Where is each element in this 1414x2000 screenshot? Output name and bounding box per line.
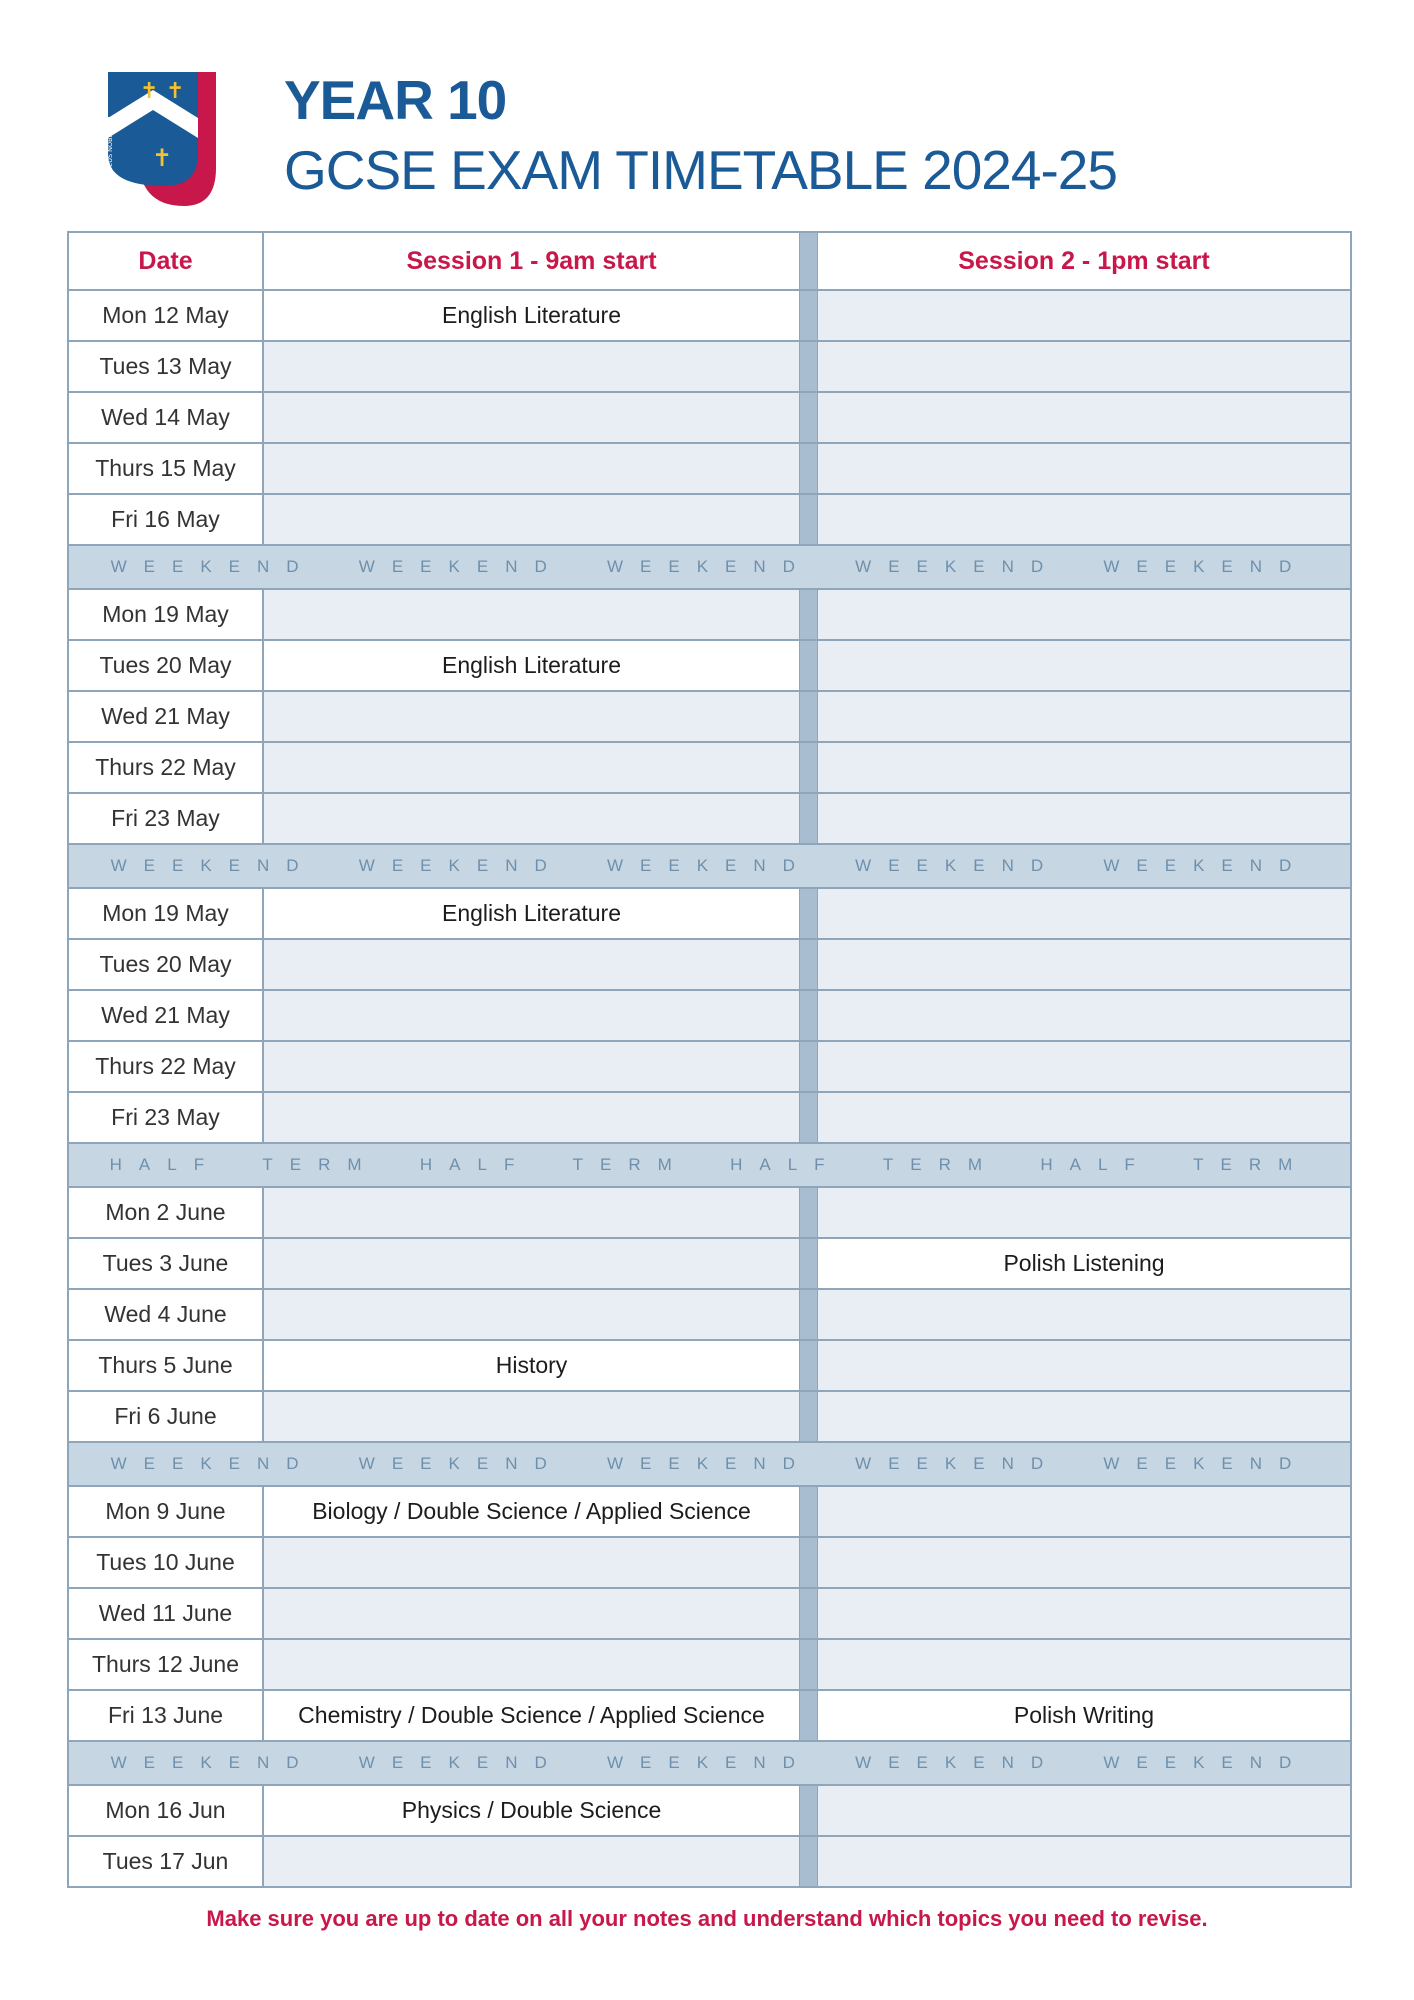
session1-cell: English Literature (264, 291, 799, 340)
date-cell: Thurs 15 May (69, 444, 264, 493)
exam-timetable (67, 231, 1352, 1888)
session2-cell (818, 1837, 1350, 1886)
page-header (0, 0, 1414, 232)
session2-cell (818, 1341, 1350, 1390)
column-divider (799, 1538, 818, 1587)
session2-cell (818, 1589, 1350, 1638)
session2-cell (818, 940, 1350, 989)
column-divider (799, 743, 818, 792)
session1-cell: English Literature (264, 641, 799, 690)
session1-cell (264, 495, 799, 544)
table-row (69, 1040, 1350, 1091)
session2-cell (818, 794, 1350, 843)
column-divider (799, 342, 818, 391)
column-header-session1: Session 1 - 9am start (264, 233, 799, 289)
date-cell: Mon 19 May (69, 889, 264, 938)
column-divider (799, 1188, 818, 1237)
banner-label: WEEKEND (110, 1753, 316, 1772)
banner-label: WEEKEND (358, 856, 564, 875)
table-row (69, 1186, 1350, 1237)
svg-text:✝: ✝ (140, 79, 159, 104)
date-cell: Thurs 12 June (69, 1640, 264, 1689)
table-row (69, 1390, 1350, 1441)
session1-cell (264, 393, 799, 442)
banner-label: WEEKEND (855, 557, 1061, 576)
column-divider (799, 393, 818, 442)
session2-cell (818, 1188, 1350, 1237)
table-row (69, 340, 1350, 391)
date-cell: Wed 21 May (69, 991, 264, 1040)
date-cell: Tues 10 June (69, 1538, 264, 1587)
banner-label: HALF (109, 1155, 222, 1174)
session2-cell (818, 1538, 1350, 1587)
column-divider (799, 291, 818, 340)
session1-cell (264, 794, 799, 843)
banner-label: HALF (730, 1155, 842, 1174)
table-row (69, 1638, 1350, 1689)
date-cell: Tues 3 June (69, 1239, 264, 1288)
column-divider (799, 233, 818, 289)
session1-cell (264, 743, 799, 792)
date-cell: Mon 16 Jun (69, 1786, 264, 1835)
column-header-session2: Session 2 - 1pm start (818, 233, 1350, 289)
banner-label: WEEKEND (1103, 557, 1309, 576)
date-cell: Mon 12 May (69, 291, 264, 340)
session2-cell (818, 1786, 1350, 1835)
banner-label: WEEKEND (358, 1753, 564, 1772)
table-row (69, 588, 1350, 639)
session2-cell (818, 444, 1350, 493)
table-row (69, 391, 1350, 442)
date-cell: Mon 2 June (69, 1188, 264, 1237)
date-cell: Wed 14 May (69, 393, 264, 442)
column-divider (799, 889, 818, 938)
revision-note: Make sure you are up to date on all your notes and understand which topics you need to revise. (206, 1906, 1208, 1931)
banner-label: WEEKEND (110, 1454, 316, 1473)
date-cell: Mon 9 June (69, 1487, 264, 1536)
session2-cell (818, 692, 1350, 741)
half-term-banner (69, 1142, 1350, 1186)
column-divider (799, 1042, 818, 1091)
session1-cell (264, 991, 799, 1040)
column-divider (799, 1392, 818, 1441)
table-row (69, 1835, 1350, 1886)
date-cell: Tues 13 May (69, 342, 264, 391)
column-divider (799, 590, 818, 639)
session2-cell (818, 393, 1350, 442)
banner-label: TERM (262, 1155, 379, 1174)
date-cell: Thurs 22 May (69, 1042, 264, 1091)
banner-label: TERM (882, 1155, 1000, 1174)
date-cell: Fri 23 May (69, 794, 264, 843)
date-cell: Wed 4 June (69, 1290, 264, 1339)
session1-cell (264, 1538, 799, 1587)
date-cell: Thurs 5 June (69, 1341, 264, 1390)
table-row (69, 289, 1350, 340)
column-divider (799, 1589, 818, 1638)
school-crest-logo (104, 68, 220, 210)
table-header-row (69, 233, 1350, 289)
session2-cell (818, 889, 1350, 938)
session1-cell (264, 1392, 799, 1441)
date-cell: Fri 13 June (69, 1691, 264, 1740)
session2-cell (818, 641, 1350, 690)
date-cell: Wed 11 June (69, 1589, 264, 1638)
table-row (69, 442, 1350, 493)
weekend-banner (69, 544, 1350, 588)
column-divider (799, 1691, 818, 1740)
svg-text:✝: ✝ (152, 144, 173, 172)
session2-cell: Polish Writing (818, 1691, 1350, 1740)
column-divider (799, 444, 818, 493)
date-cell: Wed 21 May (69, 692, 264, 741)
table-row (69, 1091, 1350, 1142)
column-divider (799, 1093, 818, 1142)
column-divider (799, 1290, 818, 1339)
date-cell: Tues 17 Jun (69, 1837, 264, 1886)
weekend-banner (69, 843, 1350, 887)
session1-cell (264, 1239, 799, 1288)
date-cell: Mon 19 May (69, 590, 264, 639)
banner-label: WEEKEND (606, 1454, 812, 1473)
table-row (69, 741, 1350, 792)
column-header-date: Date (69, 233, 264, 289)
session1-cell (264, 444, 799, 493)
session2-cell (818, 495, 1350, 544)
table-row (69, 1689, 1350, 1740)
banner-label: WEEKEND (606, 856, 812, 875)
session1-cell: Chemistry / Double Science / Applied Science (264, 1691, 799, 1740)
session1-cell (264, 1188, 799, 1237)
session1-cell: English Literature (264, 889, 799, 938)
session1-cell (264, 1093, 799, 1142)
session1-cell: Biology / Double Science / Applied Science (264, 1487, 799, 1536)
table-row (69, 1784, 1350, 1835)
session1-cell (264, 692, 799, 741)
weekend-banner (69, 1441, 1350, 1485)
svg-text:✝: ✝ (166, 79, 185, 104)
banner-label: WEEKEND (1103, 856, 1309, 875)
date-cell: Tues 20 May (69, 940, 264, 989)
table-row (69, 690, 1350, 741)
column-divider (799, 940, 818, 989)
column-divider (799, 641, 818, 690)
date-cell: Fri 6 June (69, 1392, 264, 1441)
banner-label: TERM (1193, 1155, 1310, 1174)
table-row (69, 1536, 1350, 1587)
banner-label: WEEKEND (1103, 1753, 1309, 1772)
session2-cell: Polish Listening (818, 1239, 1350, 1288)
session1-cell (264, 1837, 799, 1886)
table-row (69, 1339, 1350, 1390)
date-cell: Fri 23 May (69, 1093, 264, 1142)
table-row (69, 1587, 1350, 1638)
session2-cell (818, 291, 1350, 340)
banner-label: WEEKEND (110, 856, 316, 875)
date-cell: Tues 20 May (69, 641, 264, 690)
column-divider (799, 495, 818, 544)
banner-label: HALF (419, 1155, 532, 1174)
table-row (69, 1288, 1350, 1339)
session2-cell (818, 1392, 1350, 1441)
date-cell: Fri 16 May (69, 495, 264, 544)
banner-label: WEEKEND (606, 1753, 812, 1772)
banner-label: TERM (572, 1155, 689, 1174)
session1-cell (264, 1589, 799, 1638)
column-divider (799, 991, 818, 1040)
table-row (69, 1485, 1350, 1536)
session2-cell (818, 1042, 1350, 1091)
session2-cell (818, 1487, 1350, 1536)
table-row (69, 989, 1350, 1040)
column-divider (799, 1837, 818, 1886)
date-cell: Thurs 22 May (69, 743, 264, 792)
session1-cell: History (264, 1341, 799, 1390)
session1-cell: Physics / Double Science (264, 1786, 799, 1835)
session2-cell (818, 1290, 1350, 1339)
column-divider (799, 692, 818, 741)
session2-cell (818, 1093, 1350, 1142)
banner-label: WEEKEND (855, 1753, 1061, 1772)
table-row (69, 792, 1350, 843)
table-row (69, 887, 1350, 938)
banner-label: WEEKEND (606, 557, 812, 576)
column-divider (799, 1487, 818, 1536)
session1-cell (264, 590, 799, 639)
column-divider (799, 1786, 818, 1835)
table-row (69, 639, 1350, 690)
column-divider (799, 1640, 818, 1689)
banner-label: WEEKEND (1103, 1454, 1309, 1473)
session2-cell (818, 1640, 1350, 1689)
column-divider (799, 1239, 818, 1288)
banner-label: WEEKEND (855, 856, 1061, 875)
session2-cell (818, 342, 1350, 391)
session2-cell (818, 743, 1350, 792)
session1-cell (264, 1042, 799, 1091)
banner-label: WEEKEND (110, 557, 316, 576)
weekend-banner (69, 1740, 1350, 1784)
session2-cell (818, 590, 1350, 639)
banner-label: HALF (1040, 1155, 1152, 1174)
svg-text:SI DEUS NOBISCUM: SI DEUS NOBISCUM (106, 116, 114, 180)
session1-cell (264, 1640, 799, 1689)
table-row (69, 1237, 1350, 1288)
banner-label: WEEKEND (358, 557, 564, 576)
session1-cell (264, 342, 799, 391)
table-row (69, 938, 1350, 989)
page-title-timetable: GCSE EXAM TIMETABLE 2024-25 (284, 139, 1117, 201)
column-divider (799, 1341, 818, 1390)
banner-label: WEEKEND (358, 1454, 564, 1473)
session1-cell (264, 1290, 799, 1339)
session1-cell (264, 940, 799, 989)
session2-cell (818, 991, 1350, 1040)
table-row (69, 493, 1350, 544)
column-divider (799, 794, 818, 843)
page-title-year: YEAR 10 (284, 69, 507, 131)
banner-label: WEEKEND (855, 1454, 1061, 1473)
